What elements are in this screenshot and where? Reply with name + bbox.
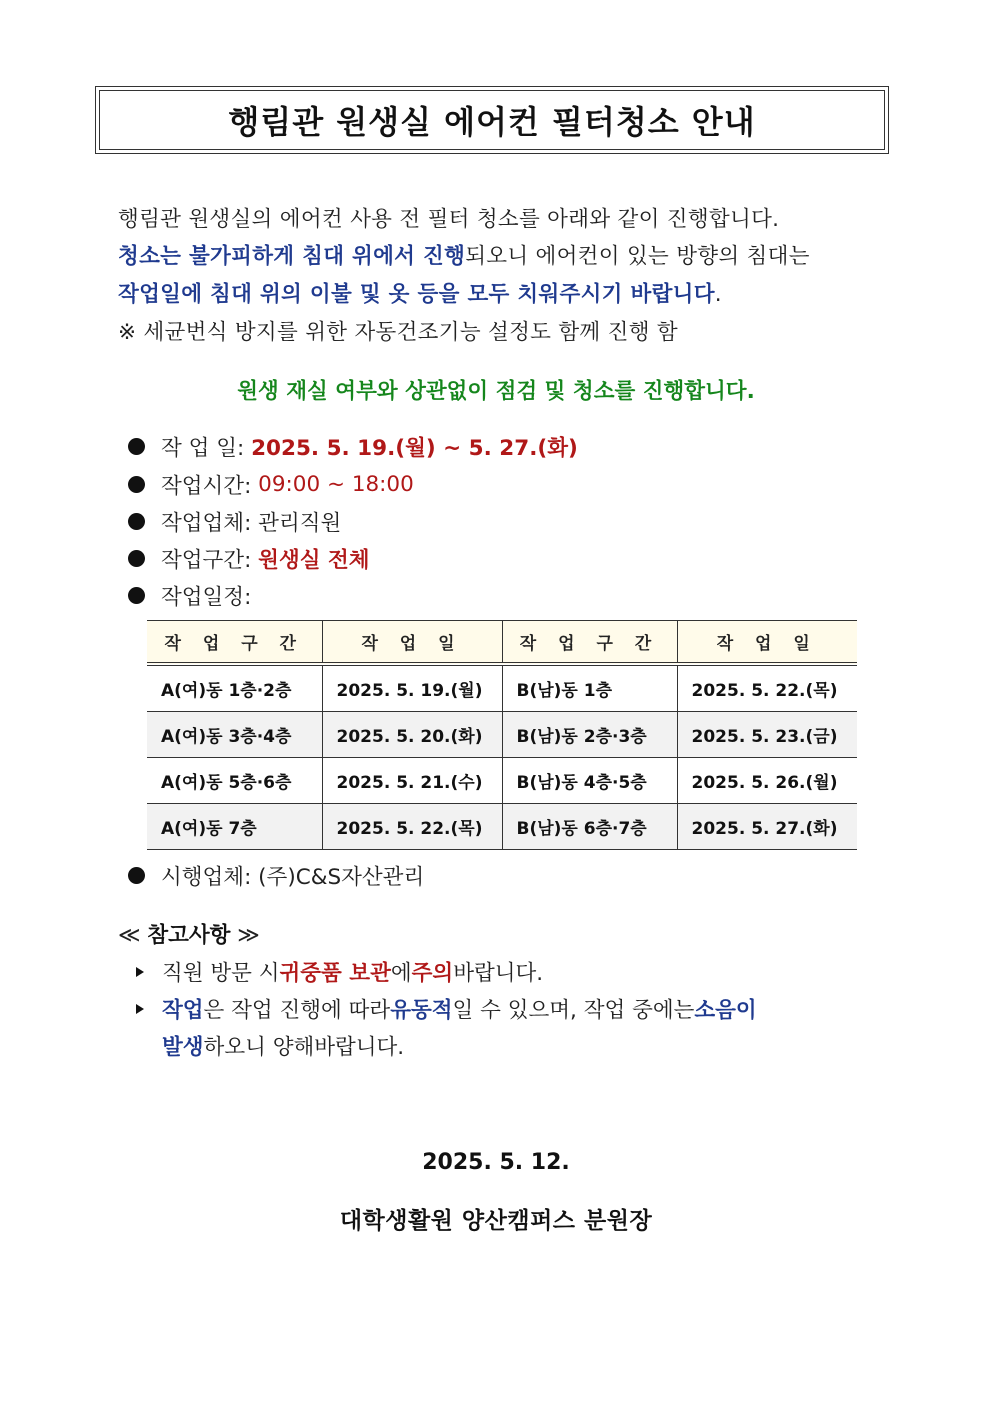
triangle-bullet-icon	[136, 1004, 144, 1014]
note2-emphasis-c: 유동적	[390, 998, 453, 1023]
work-date-label: 작 업 일:	[161, 436, 245, 461]
table-cell: A(여)동 7층	[147, 804, 322, 850]
work-time-label: 작업시간:	[161, 474, 252, 499]
table-row	[147, 804, 857, 850]
header-area-a: 작 업 구 간	[147, 621, 322, 665]
bullet-icon	[128, 550, 145, 567]
intro-line-3	[118, 277, 722, 308]
table-cell: A(여)동 1층·2층	[147, 664, 322, 712]
note2-text-g: 하오니 양해바랍니다.	[203, 1035, 405, 1060]
schedule-header-row	[147, 621, 857, 665]
note1-emphasis-a: 귀중품 보관	[279, 961, 391, 986]
note2-emphasis-f: 발생	[162, 1035, 204, 1060]
detail-executor	[128, 860, 424, 891]
signer: 대학생활원 양산캠퍼스 분원장	[339, 1208, 653, 1234]
notes-title: 참고사항	[147, 923, 231, 948]
executor-label: 시행업체:	[161, 865, 252, 890]
table-cell: 2025. 5. 26.(월)	[677, 758, 857, 804]
table-cell: B(남)동 6층·7층	[502, 804, 677, 850]
work-date-value: 2025. 5. 19.(월) ~ 5. 27.(화)	[251, 436, 578, 461]
header-date-b: 작 업 일	[677, 621, 857, 665]
intro-text-1: 행림관 원생실의 에어컨 사용 전 필터 청소를 아래와 같이 진행합니다.	[118, 207, 780, 232]
bullet-icon	[128, 438, 145, 455]
note1-emphasis-b: 주의	[411, 961, 454, 986]
note-item-2-continued	[162, 1030, 404, 1061]
intro-note: ※ 세균번식 방지를 위한 자동건조기능 설정도 함께 진행 함	[118, 320, 678, 345]
intro-emphasis-2: 작업일에 침대 위의 이불 및 옷 등을 모두 치워주시기 바랍니다	[118, 282, 715, 307]
note1-text-c: 에	[390, 961, 412, 986]
notes-bracket-close: ≫	[237, 923, 260, 948]
triangle-bullet-icon	[136, 967, 144, 977]
table-cell: 2025. 5. 22.(목)	[322, 804, 502, 850]
bullet-icon	[128, 867, 145, 884]
highlight-text: 원생 재실 여부와 상관없이 점검 및 청소를 진행합니다.	[237, 379, 755, 404]
notes-bracket-open: ≪	[118, 923, 141, 948]
contractor-label: 작업업체:	[161, 511, 252, 536]
detail-contractor	[128, 506, 341, 537]
table-cell: 2025. 5. 27.(화)	[677, 804, 857, 850]
table-cell: A(여)동 5층·6층	[147, 758, 322, 804]
intro-line-1	[118, 202, 779, 233]
intro-line-2	[118, 239, 810, 270]
table-cell: B(남)동 2층·3층	[502, 712, 677, 758]
note1-text-a: 직원 방문 시	[162, 961, 280, 986]
detail-area	[128, 543, 370, 574]
schedule-table	[147, 620, 857, 850]
table-cell: 2025. 5. 23.(금)	[677, 712, 857, 758]
table-row	[147, 758, 857, 804]
area-value: 원생실 전체	[258, 548, 370, 573]
work-time-value: 09:00 ~ 18:00	[258, 472, 414, 497]
intro-text-3: .	[714, 282, 722, 307]
table-cell: 2025. 5. 20.(화)	[322, 712, 502, 758]
header-date-a: 작 업 일	[322, 621, 502, 665]
title-box	[95, 86, 889, 154]
bullet-icon	[128, 513, 145, 530]
note-item-2	[136, 993, 757, 1024]
note2-text-b: 은 작업 진행에 따라	[203, 998, 391, 1023]
note2-text-d: 일 수 있으며, 작업 중에는	[452, 998, 695, 1023]
table-row	[147, 712, 857, 758]
detail-schedule	[128, 580, 251, 611]
table-row	[147, 664, 857, 712]
header-area-b: 작 업 구 간	[502, 621, 677, 665]
table-cell: 2025. 5. 21.(수)	[322, 758, 502, 804]
highlight-line	[0, 374, 992, 405]
table-cell: 2025. 5. 19.(월)	[322, 664, 502, 712]
table-cell: B(남)동 4층·5층	[502, 758, 677, 804]
schedule-label: 작업일정:	[161, 585, 252, 610]
intro-line-4	[118, 315, 678, 346]
table-cell: B(남)동 1층	[502, 664, 677, 712]
page-title: 행림관 원생실 에어컨 필터청소 안내	[228, 103, 756, 141]
title-inner-border	[99, 90, 885, 150]
note2-emphasis-a: 작업	[162, 998, 204, 1023]
note-item-1	[136, 956, 543, 987]
bullet-icon	[128, 476, 145, 493]
table-cell: 2025. 5. 22.(목)	[677, 664, 857, 712]
detail-work-time	[128, 469, 414, 500]
note2-emphasis-e: 소음이	[694, 998, 757, 1023]
bullet-icon	[128, 587, 145, 604]
notice-date: 2025. 5. 12.	[422, 1150, 570, 1175]
table-cell: A(여)동 3층·4층	[147, 712, 322, 758]
executor-value: (주)C&S자산관리	[258, 865, 425, 890]
intro-emphasis-1: 청소는 불가피하게 침대 위에서 진행	[118, 244, 466, 269]
contractor-value: 관리직원	[258, 511, 342, 536]
note1-text-e: 바랍니다.	[453, 961, 544, 986]
detail-work-date	[128, 431, 578, 462]
area-label: 작업구간:	[161, 548, 252, 573]
notes-heading	[118, 918, 260, 949]
intro-text-2: 되오니 에어컨이 있는 방향의 침대는	[465, 244, 810, 269]
